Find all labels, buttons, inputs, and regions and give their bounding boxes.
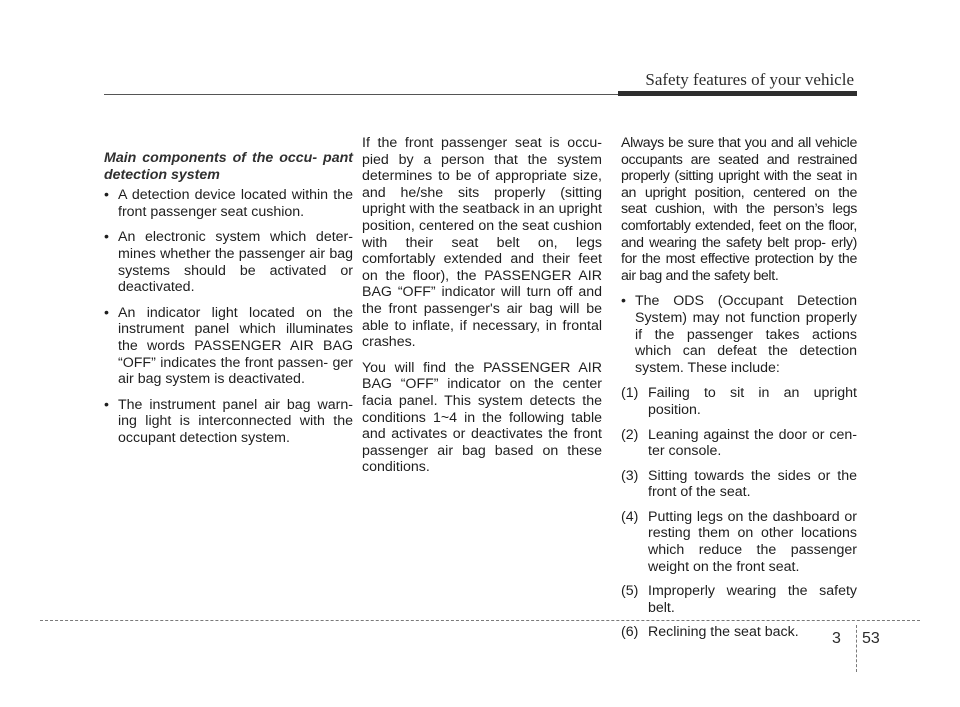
item-text: Reclining the seat back. bbox=[648, 624, 799, 641]
column-2 bbox=[362, 135, 602, 485]
list-item-text: An electronic system which deter- mines whether the passenger air bag systems should be activated or deactivated. bbox=[118, 229, 353, 296]
item-text: Leaning against the door or cen- ter console. bbox=[648, 426, 857, 460]
numbered-item bbox=[621, 468, 857, 501]
item-text: Sitting towards the sides or the front of the seat. bbox=[648, 467, 857, 501]
list-item-text: A detection device located within the front passenger seat cushion. bbox=[118, 187, 353, 220]
numbered-item bbox=[621, 583, 857, 616]
list-item bbox=[104, 187, 353, 220]
list-item bbox=[621, 293, 857, 376]
component-list bbox=[104, 187, 353, 446]
column-1 bbox=[104, 150, 353, 456]
paragraph: If the front passenger seat is occu- pied by a person that the system determines to be of appropriate size, and he/she sits properly (sitting upright with the seatback in an upright position, centered on the seat cushion with their seat belt on, legs comfortably extended and their feet on the floor), the PASSENGER AIR BAG “OFF” indicator will turn off and the front passenger's air bag will be able to inflate, if necessary, in frontal crashes. bbox=[362, 135, 602, 351]
item-text: Putting legs on the dashboard or resting them on other locations which reduce the passenger weight on the front seat. bbox=[648, 508, 857, 575]
bullet-glyph: • bbox=[104, 304, 109, 321]
list-item-text: The ODS (Occupant Detection System) may not function properly if the passenger takes actions which can defeat the detection system. These include: bbox=[635, 293, 857, 376]
bullet-glyph: • bbox=[104, 229, 109, 246]
ods-warning-list bbox=[621, 293, 857, 376]
chapter-number: 3 bbox=[832, 630, 841, 647]
item-number: (3) bbox=[621, 467, 639, 484]
actions-list bbox=[621, 385, 857, 641]
item-number: (4) bbox=[621, 508, 639, 525]
list-item-text: The instrument panel air bag warn- ing light is interconnected with the occupant detection system. bbox=[118, 396, 353, 446]
bullet-glyph: • bbox=[104, 396, 109, 413]
bullet-glyph: • bbox=[621, 293, 626, 310]
header-rule-accent bbox=[618, 91, 857, 96]
header-title: Safety features of your vehicle bbox=[645, 70, 854, 89]
footer-rule bbox=[40, 620, 920, 621]
paragraph: You will find the PASSENGER AIR BAG “OFF” indicator on the center facia panel. This system detects the conditions 1~4 in the following table and activates or deactivates the front passenger air bag based on these conditions. bbox=[362, 359, 602, 476]
numbered-item bbox=[621, 427, 857, 460]
item-number: (6) bbox=[621, 624, 639, 641]
list-item-text: An indicator light located on the instrument panel which illuminates the words PASSENGER AIR BAG “OFF” indicates the front passen- ger air bag system is deactivated. bbox=[118, 304, 353, 388]
footer-divider bbox=[856, 625, 857, 672]
list-item bbox=[104, 305, 353, 388]
intro-paragraph: Always be sure that you and all vehicle occupants are seated and restrained properly (sitting upright with the seat in an upright position, centered on the seat cushion, with the person’s legs comfortably extended, feet on the floor, and wearing the safety belt prop- erly) for the most effective protection by the air bag and the safety belt. bbox=[621, 135, 857, 284]
numbered-item bbox=[621, 509, 857, 575]
numbered-item bbox=[621, 624, 857, 641]
section-heading: Main components of the occu- pant detection system bbox=[104, 150, 353, 183]
item-text: Failing to sit in an upright position. bbox=[648, 385, 857, 418]
item-number: (5) bbox=[621, 583, 639, 600]
item-number: (1) bbox=[621, 385, 639, 402]
list-item bbox=[104, 397, 353, 447]
list-item bbox=[104, 229, 353, 295]
bullet-glyph: • bbox=[104, 187, 109, 204]
item-text: Improperly wearing the safety belt. bbox=[648, 583, 857, 616]
item-number: (2) bbox=[621, 426, 639, 443]
numbered-item bbox=[621, 385, 857, 418]
column-3 bbox=[621, 135, 857, 649]
page-number: 53 bbox=[862, 630, 880, 647]
